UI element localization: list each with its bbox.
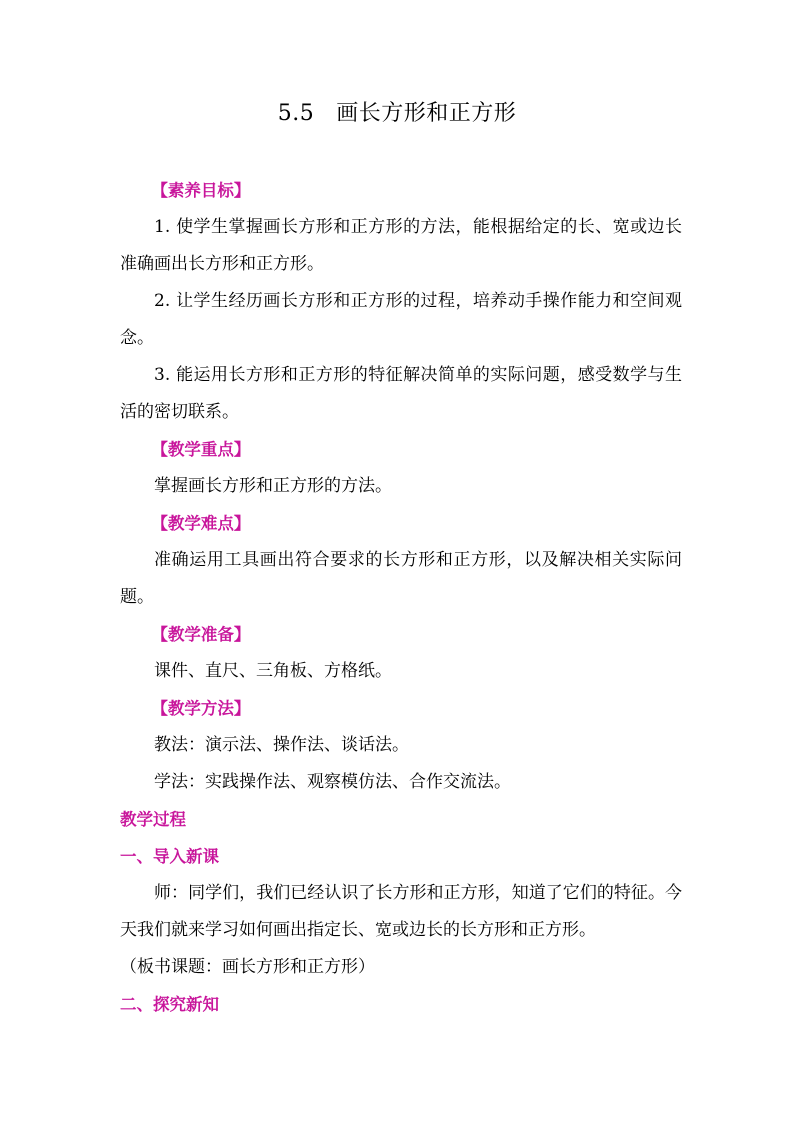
part1-text: 师：同学们，我们已经认识了长方形和正方形，知道了它们的特征。今天我们就来学习如何画出指定长、宽或边长的长方形和正方形。 xyxy=(120,883,682,940)
learning-methods-text: 学法：实践操作法、观察模仿法、合作交流法。 xyxy=(154,772,511,792)
teaching-methods-text: 教法：演示法、操作法、谈话法。 xyxy=(154,735,409,755)
part2-heading: 二、探究新知 xyxy=(120,995,219,1014)
lesson-content xyxy=(120,172,682,1023)
objective-item-3: 3. 能运用长方形和正方形的特征解决简单的实际问题，感受数学与生活的密切联系。 xyxy=(120,365,682,422)
process-heading: 教学过程 xyxy=(120,810,186,829)
preparation-text: 课件、直尺、三角板、方格纸。 xyxy=(154,661,392,681)
difficulties-text: 准确运用工具画出符合要求的长方形和正方形，以及解决相关实际问题。 xyxy=(120,550,682,607)
lesson-number: 5.5 xyxy=(277,101,315,126)
preparation-heading: 【教学准备】 xyxy=(151,625,251,644)
key-points-text: 掌握画长方形和正方形的方法。 xyxy=(154,476,392,496)
methods-heading: 【教学方法】 xyxy=(151,699,251,718)
lesson-title-text: 画长方形和正方形 xyxy=(336,101,517,126)
key-points-heading: 【教学重点】 xyxy=(151,440,251,459)
difficulties-heading: 【教学难点】 xyxy=(151,514,251,533)
part1-heading: 一、导入新课 xyxy=(120,847,219,866)
objectives-heading: 【素养目标】 xyxy=(151,181,251,200)
objective-item-2: 2. 让学生经历画长方形和正方形的过程，培养动手操作能力和空间观念。 xyxy=(120,291,682,348)
objective-item-1: 1. 使学生掌握画长方形和正方形的方法，能根据给定的长、宽或边长准确画出长方形和正方形。 xyxy=(120,217,682,274)
lesson-title xyxy=(0,96,794,127)
part1-note: （板书课题：画长方形和正方形） xyxy=(120,957,375,977)
